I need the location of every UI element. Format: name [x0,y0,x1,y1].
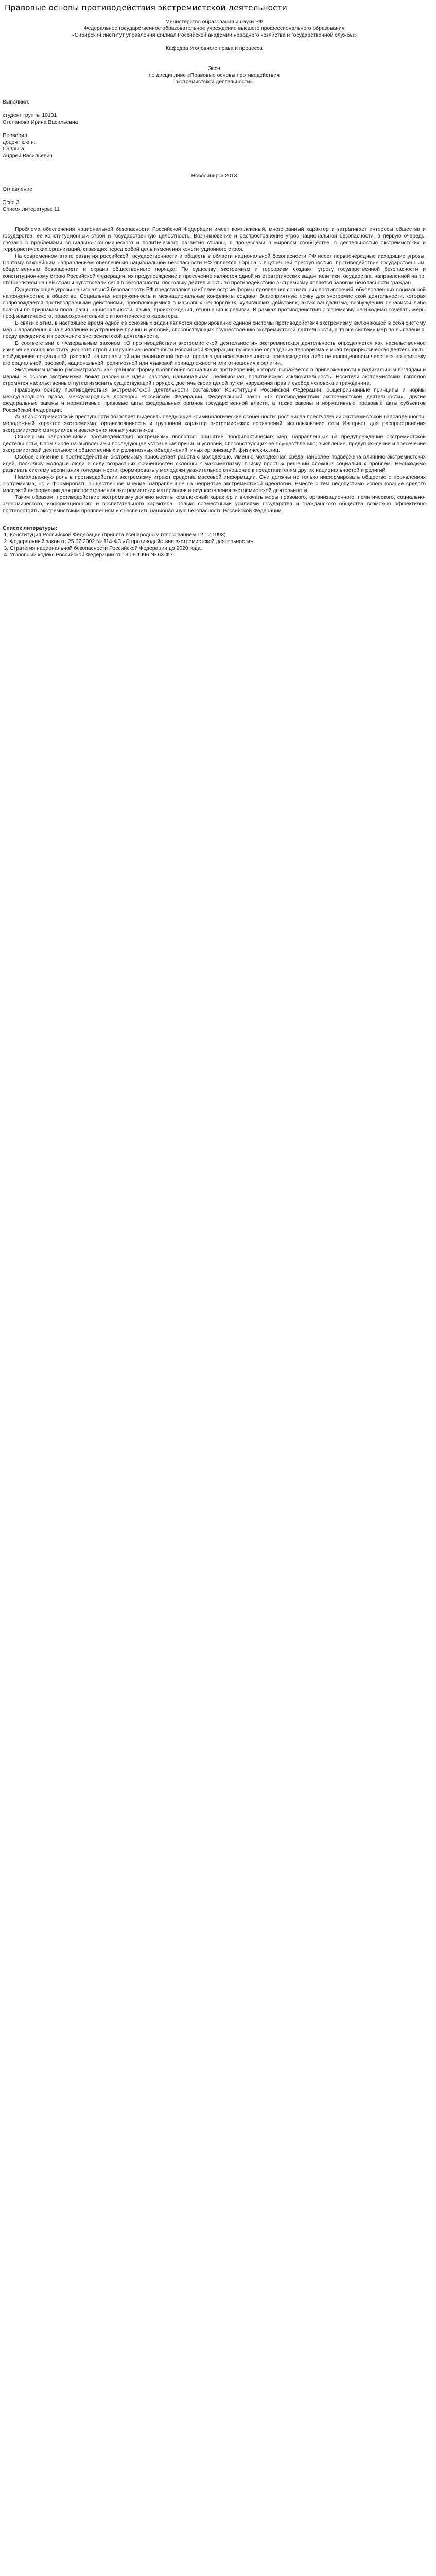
subject-line-1: по дисциплине «Правовые основы противодействия [148,73,280,78]
performer-name: Степанова Ирина Васильевна [3,120,78,125]
paragraph: Проблема обеспечения национальной безопасности Российской Федерации имеет комплексный, многогранный характер и затрагивает интересы общества и государства, ее конституционный строй и государственную целостность. Возникновение и распространение угроз национальной безопасности, в первую очередь, связано с проблемами социально-экономического и политического развития страны, с процессами в мировом сообществе, с деятельностью экстремистских и террористических организаций, ставящих перед собой цель изменения конституционного строя. [3,227,426,252]
performer-group: студент группы 10131 [3,113,57,118]
performer-label: Выполнил: [3,99,30,105]
department-line: Кафедра Уголовного права и процесса [166,46,263,52]
ministry-line: Министерство образования и науки РФ [165,19,263,25]
paragraph: Существующие угрозы национальной безопасности РФ представляют наиболее острые формы проявления социальных противоречий, обусловленных социальной напряженностью в обществе. Социальная напряженность и межнациональные конфликты создают благоприятную почву для экстремистской деятельности, которая сопровождается противоправными действиями, проявляющимися в массовых беспорядках, хулиганских действиях, актах вандализма, возбуждении ненависти либо вражды по признакам пола, расы, национальности, языка, происхождения, отношения к религии. В рамках противодействия экстремизму необходимо сочетать меры профилактического, правоохранительного и политического характера. [3,287,426,319]
paragraph: Анализ экстремистской преступности позволяет выделить следующие криминологические особенности: рост числа преступлений экстремистской направленности; молодежный характер экстремизма; организованность и групповой характер экстремистских проявлений; использование сети Интернет для распространения экстремистских материалов и вовлечения новых участников. [3,414,426,433]
toc-title: Оглавление [3,187,32,192]
subject-line-2: экстремистской деятельности» [175,79,253,85]
references-list [3,532,426,558]
checker-block [3,132,426,159]
references-title: Список литературы: [3,526,58,531]
paragraph: На современном этапе развития российской государственности и обществ в области национальной безопасности РФ несет первоочередные исходящие угрозы. Поэтому важнейшим направлением обеспечения национальной безопасности РФ является борьба с внутренней преступностью, противодействие государственным, общественным безопасности и охрана общественного порядка. По существу, экстремизм и терроризм создают угрозу государственной безопасности и конституционному строю Российской Федерации, их предупреждение и пресечение являются одной из стратегических задач политики государства, направленной на то, чтобы жители нашей страны чувствовали себя в безопасности, поскольку деятельность по противодействию экстремизму является залогом безопасности граждан. [3,253,426,286]
paragraph: Немаловажную роль в противодействии экстремизму играют средства массовой информации. Они должны не только информировать общество о проявлениях экстремизма, но и формировать общественное мнение, направленное на неприятие экстремистской идеологии. Вместе с тем недопустимо использование средств массовой информации для распространения экстремистских материалов и осуществления экстремистской деятельности. [3,474,426,494]
reference-item: 4. Уголовный кодекс Российской Федерации от 13.06.1996 № 63-ФЗ. [10,552,426,558]
toc-item-essay[interactable]: Эссе 3 [3,200,20,206]
toc [3,186,426,213]
paragraph: В соответствии с Федеральным законом «О противодействии экстремистской деятельности» экстремистская деятельность определяется как насильственное изменение основ конституционного строя и нарушение целостности Российской Федерации; публичное оправдание терроризма и иная террористическая деятельность; возбуждение социальной, расовой, национальной или религиозной розни; пропаганда исключительности, превосходства либо неполноценности человека по признаку его социальной, расовой, национальной, религиозной или языковой принадлежности или отношения к религии. [3,341,426,366]
institution-line: Федеральное государственное образовательное учреждение высшего профессионального образования [83,26,345,31]
institute-name: «Сибирский институт управления филиал Российской академии народного хозяйства и государственной службы» [72,32,357,38]
header-block [3,19,426,52]
city-year: Новосибирск 2013 [191,173,237,179]
performer-block [3,99,426,126]
paragraph: Основными направлениями противодействия экстремизму являются: принятие профилактических мер, направленных на предупреждение экстремистской деятельности, в том числе на выявление и последующее устранение причин и условий, способствующих ее осуществлению; выявление, предупреждение и пресечение экстремистской деятельности общественных и религиозных объединений, иных организаций, физических лиц. [3,434,426,453]
checker-label: Проверил: [3,133,29,139]
doc-type: Эссе [208,66,220,72]
paragraph: Особое значение в противодействии экстремизму приобретает работа с молодежью. Именно молодежная среда наиболее подвержена влиянию экстремистских идей, поскольку молодые люди в силу возрастных особенностей склонны к максимализму, поиску простых решений сложных социальных проблем. Необходимо развивать систему воспитания толерантности, формировать у молодежи уважительное отношение к представителям других национальностей и религий. [3,454,426,473]
reference-item: 2. Федеральный закон от 25.07.2002 № 114-ФЗ «О противодействии экстремистской деятельности». [10,538,426,545]
reference-item: 3. Стратегия национальной безопасности Российской Федерации до 2020 года. [10,545,426,552]
paragraph: Правовую основу противодействия экстремистской деятельности составляют Конституция Российской Федерации, общепризнанные принципы и нормы международного права, международные договоры Российской Федерации, Федеральный закон «О противодействии экстремистской деятельности», другие федеральные законы и нормативные правовые акты федеральных органов государственной власти, а также законы и нормативные правовые акты субъектов Российской Федерации. [3,387,426,413]
reference-item: 1. Конституция Российской Федерации (принята всенародным голосованием 12.12.1993). [10,532,426,538]
paragraph: В связи с этим, в настоящее время одной из основных задач является формирование единой системы противодействия экстремизму, включающей в себя систему мер, направленных на выявление и устранение причин и условий, способствующих осуществлению экстремистской деятельности, а также систему мер по выявлению, предупреждению и пресечению экстремистской деятельности. [3,320,426,340]
checker-degree: доцент к.ю.н. [3,140,36,145]
document-page [3,0,431,2576]
paragraph: Экстремизм можно рассматривать как крайнюю форму проявления социальных противоречий, которая выражается в приверженности к радикальным взглядам и мерам. В основе экстремизма лежат различные идеи: расовая, национальная, религиозная, политическая исключительность. Носители экстремистских взглядов стремятся насильственным путем изменить существующий порядок, достичь своих целей путем нарушения прав и свобод человека и гражданина. [3,367,426,386]
toc-item-references[interactable]: Список литературы: 11 [3,207,60,212]
checker-surname: Сапрыга [3,146,24,152]
checker-name: Андрей Васильевич [3,153,53,159]
page-title: Правовые основы противодействия экстремистской деятельности [5,3,287,12]
essay-body [3,226,426,514]
paragraph: Таким образом, противодействие экстремизму должно носить комплексный характер и включать меры правового, организационного, политического, социально-экономического, информационного и воспитательного характера. Только совместными усилиями государства и гражданского общества возможно эффективно противостоять экстремистским проявлениям и обеспечить национальную безопасность Российской Федерации. [3,495,426,514]
